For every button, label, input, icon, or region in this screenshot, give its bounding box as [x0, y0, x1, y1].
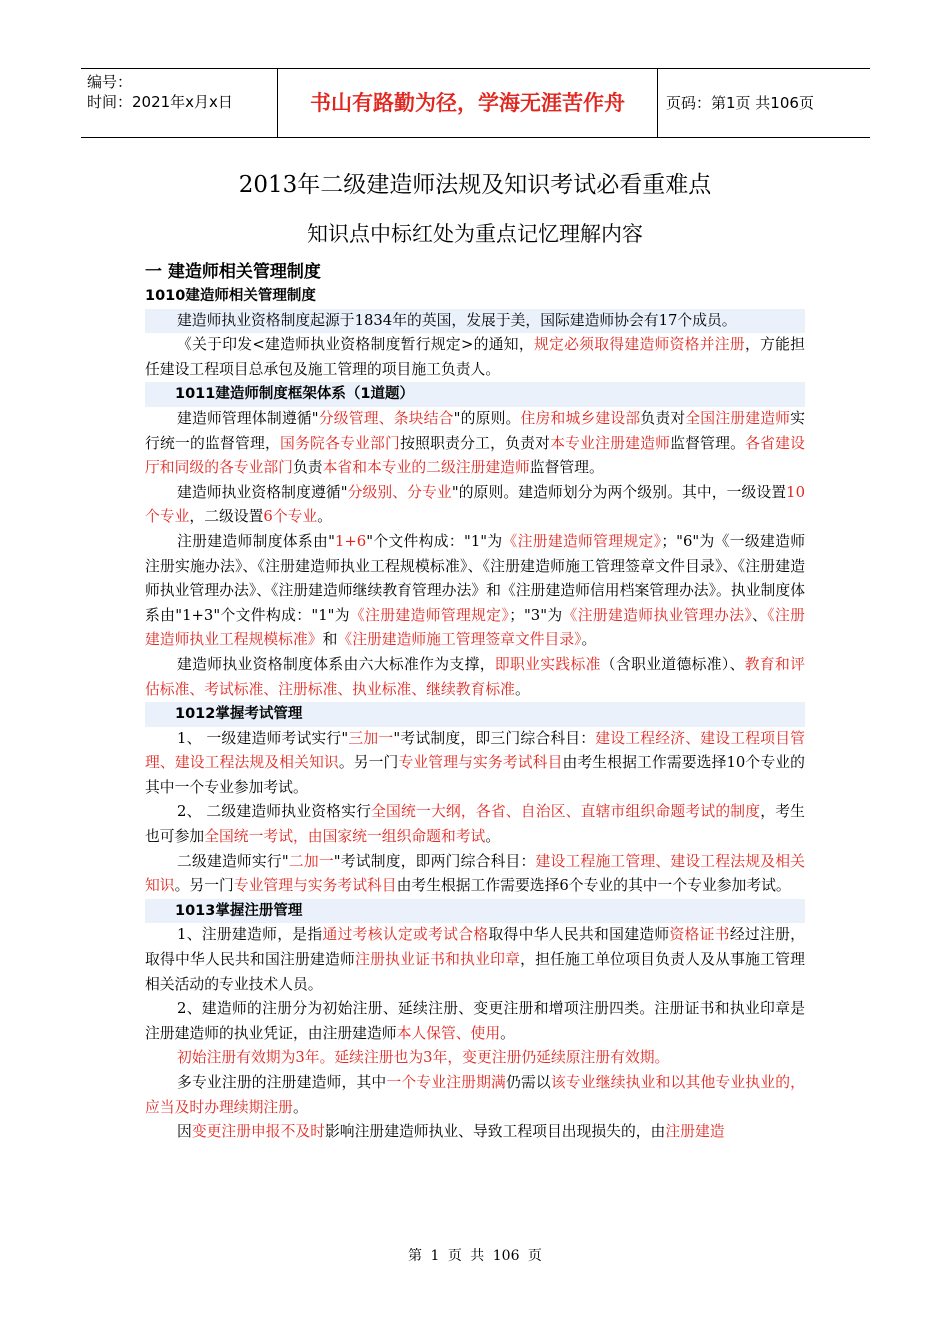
- highlighted-text: 分级管理、条块结合: [318, 409, 454, 427]
- text-run: "的原则。建造师划分为两个级别。其中，一级设置: [451, 483, 787, 501]
- text-run: "考试制度，即两门综合科目：: [333, 852, 536, 870]
- highlighted-text: 《注册建造师管理规定》: [502, 532, 662, 550]
- subsection-heading-1013: 1013掌握注册管理: [145, 899, 805, 924]
- highlighted-text: 教育和评估标准、考试标准、注册标准、执业标准、继续教育标准: [145, 655, 805, 698]
- paragraph-standards: [145, 653, 805, 702]
- text-run: 和: [322, 631, 338, 649]
- text-run: 2、 二级建造师执业资格实行: [177, 803, 372, 821]
- text-run: 负责对: [640, 409, 686, 427]
- text-run: 负责: [292, 459, 323, 477]
- highlighted-text: 国务院各专业部门: [280, 434, 401, 452]
- highlighted-text: 通过考核认定或考试合格: [322, 926, 489, 944]
- text-run: 《关于印发<建造师执业资格制度暂行规定>的通知，: [177, 336, 534, 354]
- document-subtitle: 知识点中标红处为重点记忆理解内容: [307, 222, 643, 246]
- text-run: ，二级设置: [189, 508, 264, 526]
- paragraph-registration-def: [145, 923, 805, 997]
- text-run: "个文件构成："1"为: [366, 532, 503, 550]
- highlighted-text: 6个专业: [263, 508, 318, 526]
- paragraph-notice: [145, 333, 805, 382]
- header-meta: [81, 69, 278, 137]
- text-run: 1、注册建造师，是指: [177, 926, 323, 944]
- text-run: 取得中华人民共和国建造师: [488, 926, 670, 944]
- paragraph-change-registration: [145, 1120, 805, 1145]
- paragraph-registration-types: [145, 997, 805, 1046]
- text-run: 监督管理。: [529, 459, 604, 477]
- text-run: ，担任施工单位项目负责人及从事施工管理相关活动的专业技术人员。: [145, 951, 805, 993]
- page-header: [81, 68, 870, 138]
- text-run: 注册建造师制度体系由": [177, 532, 335, 550]
- text-run: 建造师执业资格制度体系由六大标准作为支撑，: [177, 655, 495, 673]
- subsection-heading-1011: 1011建造师制度框架体系（1道题）: [145, 382, 805, 407]
- highlighted-text: 各省建设厅和同级的各专业部门: [145, 434, 805, 477]
- time-label: 时间：2021年x月x日: [87, 93, 233, 111]
- highlighted-text: 全国统一大纲，各省、自治区、直辖市组织命题考试的制度: [371, 803, 761, 821]
- text-run: （含职业道德标准）、: [600, 655, 745, 673]
- text-run: 。: [514, 680, 530, 698]
- page-info: 页码：第1页 共106页: [666, 94, 814, 112]
- highlighted-text: 本专业注册建造师: [550, 434, 671, 452]
- text-run: 。另一门: [174, 877, 234, 895]
- subsection-heading-1010: 1010建造师相关管理制度: [145, 288, 316, 304]
- text-run: 建造师执业资格制度遵循": [177, 483, 348, 501]
- highlighted-text: 《注册建造师执业工程规模标准》: [145, 606, 805, 649]
- highlighted-text: 变更注册申报不及时: [191, 1123, 325, 1141]
- highlighted-text: 三加一: [348, 729, 394, 747]
- text-run: 经过注册，取得中华人民共和国注册建造师: [145, 926, 805, 969]
- highlighted-text: 注册建造: [665, 1123, 725, 1141]
- text-run: 由考生根据工作需要选择10个专业的其中一个专业参加考试。: [145, 754, 805, 796]
- highlighted-text: 《注册建造师施工管理签章文件目录》: [337, 631, 582, 649]
- paragraph-documents: [145, 530, 805, 653]
- text-run: 。: [317, 508, 333, 526]
- text-run: 。: [292, 1098, 308, 1116]
- text-run: 仍需以: [506, 1074, 551, 1091]
- text-run: 影响注册建造师执业、导致工程项目出现损失的，由: [325, 1123, 666, 1141]
- text-run: ；"3"为: [509, 606, 563, 624]
- highlighted-text: 10个专业: [145, 483, 805, 526]
- highlighted-text: 专业管理与实务考试科目: [233, 877, 397, 895]
- highlighted-text: 资格证书: [669, 926, 730, 944]
- text-run: 监督管理。: [670, 434, 746, 452]
- section-heading: 一 建造师相关管理制度: [145, 262, 321, 282]
- text-run: 。: [581, 631, 597, 649]
- paragraph-exam-level2: [145, 800, 805, 849]
- highlighted-text: 住房和城乡建设部: [520, 409, 641, 427]
- paragraph-management-system: [145, 407, 805, 481]
- paragraph-validity: [145, 1046, 805, 1071]
- text-run: 2、建造师的注册分为初始注册、延续注册、变更注册和增项注册四类。注册证书和执业印章是注册建造师的执业凭证，由注册建造师: [145, 1000, 805, 1042]
- header-page-cell: [658, 69, 870, 137]
- highlighted-text: 本人保管、使用: [396, 1024, 501, 1042]
- highlighted-text: 《注册建造师管理规定》: [349, 606, 510, 624]
- paragraph-levels: [145, 481, 805, 530]
- highlighted-text: 规定必须取得建造师资格并注册: [533, 336, 745, 354]
- highlighted-text: 分级别、分专业: [347, 483, 452, 501]
- text-run: ，考生也可参加: [145, 803, 805, 846]
- subsection-heading-1012: 1012掌握考试管理: [145, 702, 805, 727]
- highlighted-text: 建设工程施工管理、建设工程法规及相关知识: [145, 852, 805, 895]
- text-run: 多专业注册的注册建造师，其中: [177, 1074, 387, 1091]
- paragraph-exam-level1: [145, 727, 805, 801]
- text-run: 二级建造师实行": [177, 852, 289, 870]
- text-run: 按照职责分工，负责对: [400, 434, 551, 452]
- highlighted-text: 注册执业证书和执业印章: [355, 951, 521, 969]
- text-run: "的原则。: [453, 409, 521, 427]
- text-run: 实行统一的监督管理，: [145, 409, 805, 452]
- highlighted-text: 《注册建造师执业管理办法》: [562, 606, 753, 624]
- text-run: 由考生根据工作需要选择6个专业的其中一个专业参加考试。: [396, 877, 791, 895]
- text-run: 。: [485, 828, 501, 846]
- paragraph-origin: 建造师执业资格制度起源于1834年的英国，发展于美，国际建造师协会有17个成员。: [145, 309, 805, 334]
- highlighted-text: 初始注册有效期为3年。延续注册也为3年，变更注册仍延续原注册有效期。: [177, 1049, 670, 1067]
- text-run: ；"6"为《一级建造师注册实施办法》、《注册建造师执业工程规模标准》、《注册建造师施工管理签章文件目录》、《注册建造师执业管理办法》、《注册建造师继续教育管理办法》和《注册建造师信用档案管理办法》。执业制度体系由"1+3"个文件构成："1"为: [145, 532, 805, 624]
- header-motto-cell: [278, 69, 658, 137]
- motto: 书山有路勤为径，学海无涯苦作舟: [310, 91, 625, 115]
- text-run: 建造师管理体制遵循": [177, 409, 319, 427]
- paragraph-exam-level2-subjects: [145, 850, 805, 899]
- highlighted-text: 建设工程经济、建设工程项目管理、建设工程法规及相关知识: [145, 729, 805, 772]
- text-run: 。: [500, 1024, 515, 1042]
- paragraph-multi-specialty: [145, 1071, 805, 1120]
- text-run: ，方能担任建设工程项目总承包及施工管理的项目施工负责人。: [145, 336, 805, 378]
- text-run: 因: [177, 1123, 192, 1141]
- highlighted-text: 即职业实践标准: [494, 655, 601, 673]
- highlighted-text: 该专业继续执业和以其他专业执业的，应当及时办理续期注册: [145, 1074, 805, 1116]
- text-run: "考试制度，即三门综合科目：: [393, 729, 596, 747]
- highlighted-text: 1+6: [334, 532, 367, 550]
- document-body: [145, 260, 805, 1145]
- text-run: 1、 一级建造师考试实行": [177, 729, 349, 747]
- number-label: 编号：: [87, 73, 133, 91]
- text-run: 。另一门: [338, 754, 399, 772]
- highlighted-text: 全国注册建造师: [685, 409, 791, 427]
- highlighted-text: 二加一: [288, 852, 334, 870]
- highlighted-text: 一个专业注册期满: [386, 1074, 507, 1091]
- highlighted-text: 专业管理与实务考试科目: [398, 754, 563, 772]
- page-footer: 第 1 页 共 106 页: [408, 1248, 542, 1264]
- document-title: 2013年二级建造师法规及知识考试必看重难点: [238, 172, 712, 198]
- highlighted-text: 本省和本专业的二级注册建造师: [322, 459, 530, 477]
- text-run: 、: [752, 606, 768, 624]
- highlighted-text: 全国统一考试，由国家统一组织命题和考试: [204, 828, 486, 846]
